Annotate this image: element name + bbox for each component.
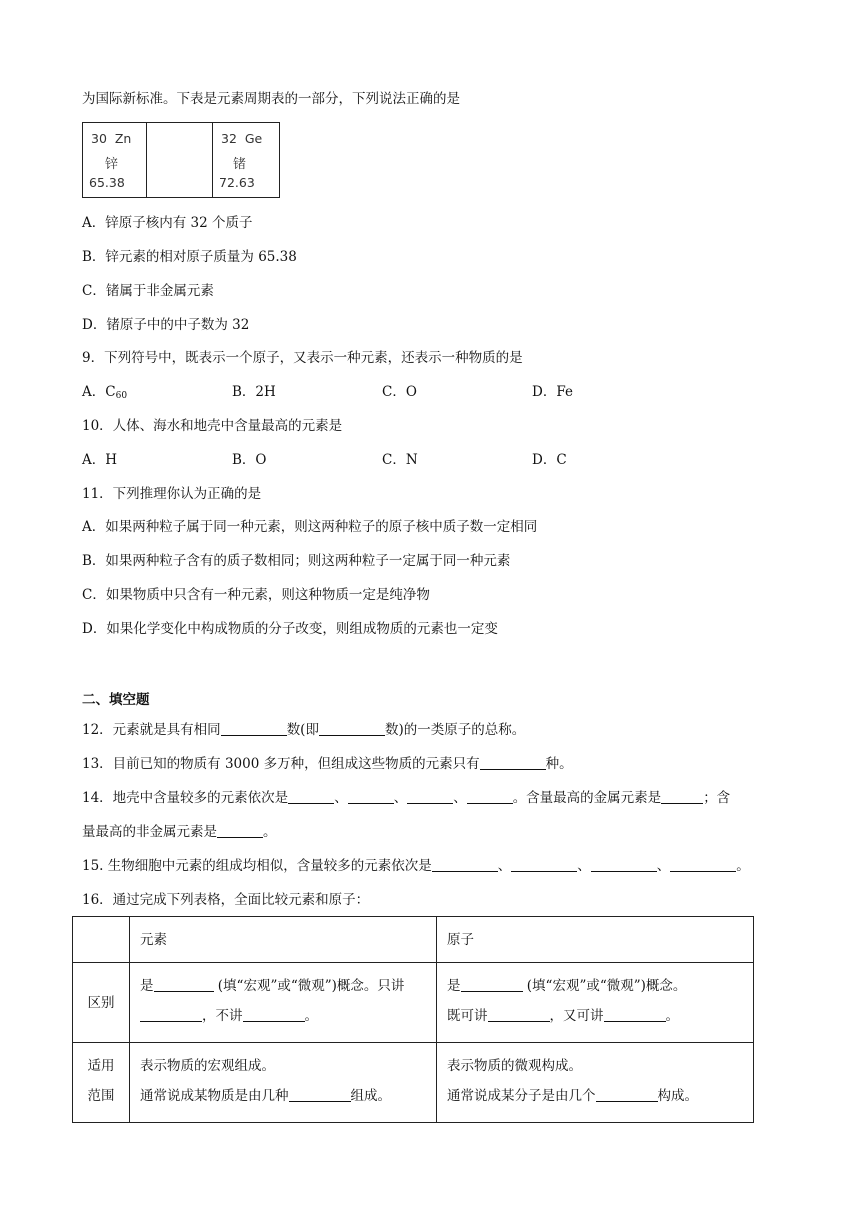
q10-option-a: A．H <box>82 452 118 468</box>
table-corner-cell <box>73 917 130 963</box>
q9-option-a: A．$C_{60}$ <box>82 384 128 401</box>
q9-option-d: D．Fe <box>532 384 573 400</box>
table-row-scope <box>73 1043 754 1123</box>
element-atom-comparison-table <box>72 916 754 1123</box>
answer-blank[interactable] <box>604 1007 666 1022</box>
q11-option-a: A．如果两种粒子属于同一种元素，则这两种粒子的原子核中质子数一定相同 <box>82 519 538 535</box>
answer-blank[interactable] <box>217 823 263 838</box>
element-name: 锗 <box>233 157 247 172</box>
q13: 13．目前已知的物质有 3000 多万种，但组成这些物质的元素只有 种。 <box>82 756 573 772</box>
q10-option-c: C．N <box>382 452 418 468</box>
element-symbol: Ge <box>244 131 263 146</box>
table-row-difference <box>73 963 754 1043</box>
answer-blank[interactable] <box>154 977 214 992</box>
answer-blank[interactable] <box>596 1087 658 1102</box>
answer-blank[interactable] <box>661 789 703 804</box>
q10-option-b: B．O <box>232 452 267 468</box>
element-cell-zn <box>83 123 147 197</box>
section-title-fill-in: 二、填空题 <box>82 692 150 708</box>
q15: 15. 生物细胞中元素的组成均相似，含量较多的元素依次是 、 、 、 。 <box>82 858 750 874</box>
q11-option-c: C．如果物质中只含有一种元素，则这种物质一定是纯净物 <box>82 587 430 603</box>
atomic-mass: 65.38 <box>89 175 125 190</box>
answer-blank[interactable] <box>511 857 577 872</box>
answer-blank[interactable] <box>488 1007 550 1022</box>
answer-blank[interactable] <box>348 789 394 804</box>
q16-stem: 16．通过完成下列表格，全面比较元素和原子： <box>82 892 370 908</box>
element-name: 锌 <box>105 157 119 172</box>
q11-stem: 11．下列推理你认为正确的是 <box>82 486 262 502</box>
q10-stem: 10．人体、海水和地壳中含量最高的元素是 <box>82 418 343 434</box>
periodic-table-excerpt <box>82 122 280 198</box>
q8-option-a: A．锌原子核内有 32 个质子 <box>82 215 253 231</box>
q9-option-c: C．O <box>382 384 417 400</box>
q8-option-b: B．锌元素的相对原子质量为 65.38 <box>82 249 297 265</box>
atomic-number: 30 <box>91 131 107 146</box>
q8-option-c: C．锗属于非金属元素 <box>82 283 214 299</box>
element-symbol: Zn <box>114 131 132 146</box>
header-atom: 原子 <box>437 917 754 963</box>
q12: 12．元素就是具有相同 数(即 数)的一类原子的总称。 <box>82 722 526 738</box>
row-label-difference: 区别 <box>73 963 130 1043</box>
answer-blank[interactable] <box>221 721 287 736</box>
q9-option-b: B．2H <box>232 384 276 400</box>
header-element: 元素 <box>130 917 437 963</box>
answer-blank[interactable] <box>288 789 334 804</box>
q11-option-d: D．如果化学变化中构成物质的分子改变，则组成物质的元素也一定变 <box>82 621 498 637</box>
answer-blank[interactable] <box>319 721 385 736</box>
answer-blank[interactable] <box>467 789 513 804</box>
answer-blank[interactable] <box>289 1087 351 1102</box>
cell-atom-difference: 是 (填“宏观”或“微观”)概念。 既可讲 ，又可讲 。 <box>437 963 754 1043</box>
element-cell-empty <box>147 123 213 197</box>
q8-option-d: D．锗原子中的中子数为 32 <box>82 317 250 333</box>
answer-blank[interactable] <box>591 857 657 872</box>
table-header-row <box>73 917 754 963</box>
answer-blank[interactable] <box>407 789 453 804</box>
q10-option-d: D．C <box>532 452 567 468</box>
cell-atom-scope: 表示物质的微观构成。 通常说成某分子是由几个 构成。 <box>437 1043 754 1123</box>
row-label-scope: 适用 范围 <box>73 1043 130 1123</box>
element-cell-ge <box>213 123 276 197</box>
cell-element-difference: 是 (填“宏观”或“微观”)概念。只讲 ，不讲 。 <box>130 963 437 1043</box>
answer-blank[interactable] <box>243 1007 305 1022</box>
answer-blank[interactable] <box>461 977 523 992</box>
answer-blank[interactable] <box>432 857 498 872</box>
atomic-number: 32 <box>221 131 237 146</box>
answer-blank[interactable] <box>140 1007 202 1022</box>
q11-option-b: B．如果两种粒子含有的质子数相同；则这两种粒子一定属于同一种元素 <box>82 553 511 569</box>
q14-line-2: 量最高的非金属元素是 。 <box>82 824 277 840</box>
answer-blank[interactable] <box>480 755 546 770</box>
question-intro-line: 为国际新标准。下表是元素周期表的一部分，下列说法正确的是 <box>82 91 460 107</box>
q14-line-1: 14．地壳中含量较多的元素依次是 、 、 、 。含量最高的金属元素是 ；含 <box>82 790 731 806</box>
answer-blank[interactable] <box>670 857 736 872</box>
cell-element-scope: 表示物质的宏观组成。 通常说成某物质是由几种 组成。 <box>130 1043 437 1123</box>
q9-stem: 9．下列符号中，既表示一个原子，又表示一种元素，还表示一种物质的是 <box>82 350 523 366</box>
atomic-mass: 72.63 <box>219 175 255 190</box>
